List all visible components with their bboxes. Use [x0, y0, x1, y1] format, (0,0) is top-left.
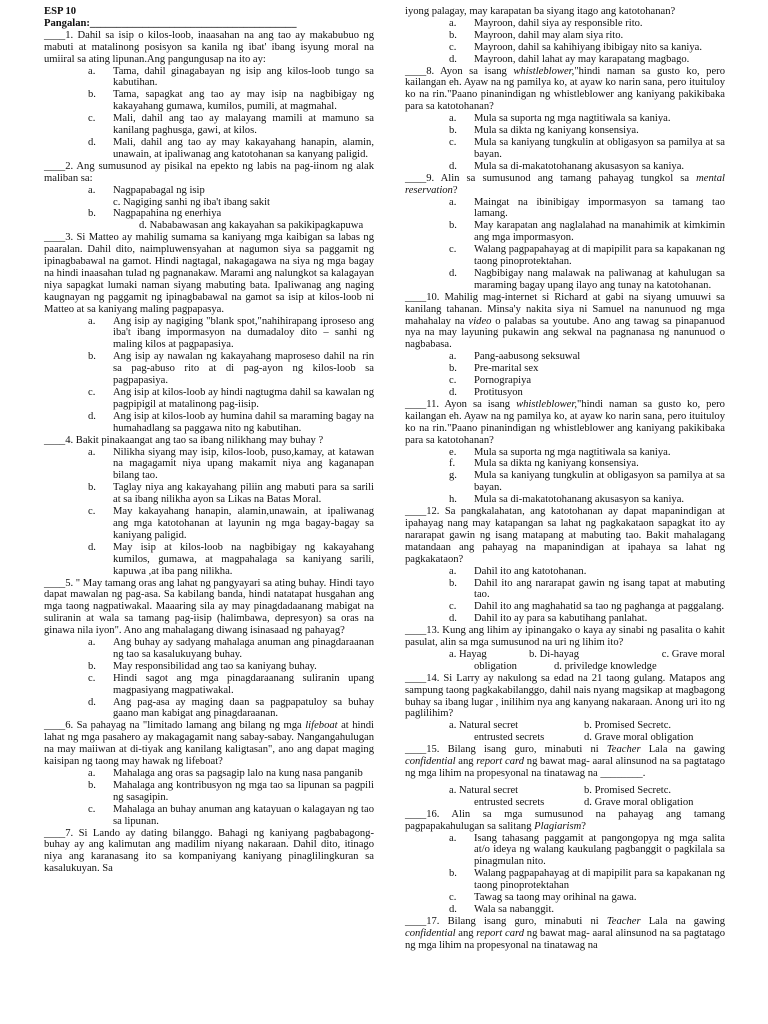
choice: a. Ang isip ay nagiging "blank spot,"nahihirapang iproseso ang iba't ibang impormasyon na dumadaloy dito – sanhi ng maling kilos at pagpapasiya.: [88, 315, 374, 351]
question-17: [405, 916, 725, 952]
question-stem: ____16. Alin sa mga sumusunod na pahayag ang tamang pagpapakahulugan sa salitang Plagiarism?: [405, 808, 725, 832]
question-stem: ____15. Bilang isang guro, minabuti ni Teacher Lala na gawing confidential ang report card ng bawat mag- aaral alinsunod na sa pagtatago ng mga lihim na propesyonal na tinatawag na ________.: [405, 744, 726, 779]
choice: c. Mayroon, dahil sa kahihiyang ibibigay nito sa kaniya.: [449, 41, 703, 53]
choice: a. Isang tahasang paggamit at pangongopya ng mga salita at/o ideya ng walang kaukulang pagbanggit o pagkilala sa pinagmulan nito.: [449, 832, 725, 868]
question-stem: ____1. Dahil sa isip o kilos-loob, inaasahan na ang tao ay makabubuo ng mabuti at matalinong posisyon sa kanila ng ibat' ibang isyung moral na umiiral sa ating lipunan.Ang pangungusap na ito ay:: [44, 29, 374, 65]
question-stem: ____17. Bilang isang guro, minabuti ni Teacher Lala na gawing confidential ang report card ng bawat mag- aaral alinsunod na sa pagtatago ng mga lihim na propesyonal na tinatawag na: [405, 915, 726, 951]
choice: c. Pornograpiya: [449, 375, 532, 387]
choice: h. Mula sa di-makatotohanang akusasyon sa kaniya.: [449, 494, 685, 506]
question-13: [405, 625, 725, 673]
choice: b. Mayroon, dahil may alam siya rito.: [449, 29, 624, 41]
choice: b. Walang pagpapahayag at di mapipilit para sa kapakanan ng taong pinoprotektahan: [449, 868, 725, 892]
choice: c. Mali, dahil ang tao ay malayang mamili at mamuno sa kanilang paghusga, gawi, at kilos.: [88, 113, 374, 137]
choice: b. Tama, sapagkat ang tao ay may isip na nagbibigay ng kakayahang gumawa, kumilos, pumili, at magmahal.: [88, 89, 374, 113]
question-stem: ____10. Mahilig mag-internet si Richard at gabi na siyang umuuwi sa kanilang tahanan. Minsa'y nakita siya ni Samuel na nanunuod ng mga mahahalay na video o palabas sa youtube. Ano ang tawag sa pinapanuod nya na may layuning pukawin ang sekwal na pagnanasa ng nanunuod o nagbabasa.: [405, 291, 725, 351]
choice-row: entrusted secrets d. Grave moral obligation: [474, 732, 694, 744]
question-3: [44, 232, 374, 434]
question-stem: ____11. Ayon sa isang whistleblower,"hindi naman sa gusto ko, pero kailangan eh. Ayaw na ng pamilya ko, at ayaw ko narin sana, pero ituituloy ko na rin."Paano pinanindigan ng whistleblower ang kaniyang pakikibaka para sa katotohanan?: [405, 398, 725, 446]
name-field-label: Pangalan:_______________________________________: [44, 17, 297, 29]
choice: d. Nagbibigay nang malawak na paliwanag at kahulugan sa maraming bagay upang ilayo ang tunay na katotohanan.: [449, 267, 725, 291]
choice: a. Dahil ito ang katotohanan.: [449, 565, 587, 577]
question-7-continued: [405, 6, 725, 66]
choice: b. Taglay niya ang kakayahang piliin ang mabuti para sa sarili at sa ibang nilikha ayon sa Likas na Batas Moral.: [88, 482, 374, 506]
choice: e. Mula sa suporta ng mga nagtitiwala sa kaniya.: [449, 446, 671, 458]
choice-row: a. Hayag b. Di-hayag c. Grave moral: [449, 648, 725, 660]
question-14: [405, 673, 725, 744]
subject-heading: ESP 10: [44, 6, 77, 17]
question-stem: ____14. Si Larry ay nakulong sa edad na 21 taong gulang. Matapos ang sampung taong pagkakabilanggo, dahil nais nyang magsikap at magbagong buhay sa ibang lugar , inilihim nya ang kanyang nakaraan. Anong uri ito ng paglilihim?: [405, 672, 725, 720]
choice: d. Dahil ito ay para sa kabutihang panlahat.: [449, 613, 648, 625]
choice: d. Ang isip at kilos-loob ay humina dahil sa maraming bagay na humahadlang sa paggawa nito ng kabutihan.: [88, 410, 374, 434]
question-12: [405, 506, 725, 625]
question-stem: ____3. Si Matteo ay mahilig sumama sa kaniyang mga kaibigan sa labas ng paaralan. Dahil dito, naimpluwensyahan at nagumon siya sa paggamit ng ipinagbabawal na gamot. Hindi nagtagal, nakagagawa na siya ng mga bagay na hindi inaasahan tulad ng pagnanakaw. Marami ang nalungkot sa kalagayan niya sapagkat lumaki naman siyang mabuting bata. Ipaliwanag ang naging kaugnayan ng paggamit ng ipinagbabawal na gamot sa isip at kilos-loob ni Matteo at sa kaniyang maling pagpapasya.: [44, 232, 374, 315]
choice: b. Pre-marital sex: [449, 363, 539, 375]
choice: a. Mayroon, dahil siya ay responsible rito.: [449, 17, 643, 29]
left-column: [44, 6, 374, 875]
choice-row: a. Natural secret b. Promised Secretc.: [449, 784, 672, 796]
choice: d. May isip at kilos-loob na nagbibigay ng kakayahang kumilos, gumawa, at magpahalaga sa kaniyang sarili, kapuwa ,at iba pang nilikha.: [88, 541, 374, 577]
choice: c. Ang isip at kilos-loob ay hindi nagtugma dahil sa kawalan ng pagpipigil at matalinong pag-iisip.: [88, 387, 374, 410]
choice: d. Mali, dahil ang tao ay may kakayahang hanapin, alamin, unawain, at ipaliwanag ang katotohanan sa kanyang paligid.: [88, 136, 374, 160]
choice: a. Mahalaga ang oras sa pagsagip lalo na kung nasa panganib: [88, 768, 363, 779]
choice: b. Mahalaga ang kontribusyon ng mga tao sa lipunan sa pagpili ng sasagipin.: [88, 779, 374, 803]
choice: d. Ang pag-asa ay maging daan sa pagpapatuloy sa buhay gaano man kabigat ang pinagdaraanan.: [88, 696, 374, 720]
question-stem: ____6. Sa pahayag na "limitado lamang ang bilang ng mga lifeboat at hindi lahat ng mga pasahero ay makagagamit nang sabay-sabay. Nangangahulugan na may maiiwan at di-tiyak ang kanilang kaligtasan", ano ang dapat maging kaisipan ng taong may hawak ng lifeboat?: [44, 720, 374, 768]
choice: b. Nagpapahina ng enerhiya: [88, 208, 222, 220]
choice: b. May responsibilidad ang tao sa kaniyang buhay.: [88, 660, 317, 672]
question-6: [44, 720, 374, 827]
choice: d. Protitusyon: [449, 387, 523, 398]
choice: b. May karapatan ang naglalahad na manahimik at kimkimin ang mga impormasyon.: [449, 220, 725, 244]
choice: a. Maingat na ibinibigay impormasyon sa tamang tao lamang.: [449, 196, 725, 220]
choice: c. Hindi sagot ang mga pinagdaraanang suliranin upang magpasiyang magpatiwakal.: [88, 672, 374, 696]
choice: d. Mula sa di-makatotohanang akusasyon sa kaniya.: [449, 160, 685, 172]
choice: f. Mula sa dikta ng kaniyang konsensiya.: [449, 458, 639, 470]
choice: a. Nagpapabagal ng isip: [88, 184, 205, 196]
choice-row: entrusted secrets d. Grave moral obligation: [474, 796, 694, 808]
choice: a. Mula sa suporta ng mga nagtitiwala sa kaniya.: [449, 113, 671, 125]
choice: b. Dahil ito ang nararapat gawin ng isang tapat at mabuting tao.: [449, 577, 725, 601]
choice: c. Mahalaga an buhay anuman ang katayuan o kalagayan ng tao sa lipunan.: [88, 803, 374, 827]
question-stem: ____8. Ayon sa isang whistleblower,"hindi naman sa gusto ko, pero kailangan eh. Ayaw na ng pamilya ko, at ayaw ko narin sana, pero ituituloy ko na rin."Paano pinanindigan ng whistleblower ang kaniyang pakikibaka para sa katotohanan?: [405, 65, 725, 113]
question-4: [44, 435, 374, 578]
question-stem: ____7. Si Lando ay dating bilanggo. Bahagi ng kaniyang pagbabagong-buhay ay ang kalimutan ang madilim niyang nakaraan. Dahil dito, itinago niya ang karanasang ito sa kompaniyang kaniyang pinaglilingkuran sa kasalukuyan. Sa: [44, 827, 374, 875]
question-stem: ____13. Kung ang lihim ay ipinangako o kaya ay sinabi ng pasalita o kahit pasulat, alin sa mga sumusunod na uri ng lihim ito?: [405, 625, 725, 649]
choice: c. Nagiging sanhi ng iba't ibang sakit: [113, 196, 270, 208]
choice: a. Nilikha siyang may isip, kilos-loob, puso,kamay, at katawan na magagamit niya upang makamit niya ang kaganapan bilang tao.: [88, 446, 374, 482]
question-15: [405, 744, 725, 809]
question-9: [405, 173, 725, 292]
question-stem: ____9. Alin sa sumusunod ang tamang pahayag tungkol sa mental reservation?: [405, 172, 725, 196]
question-8: [405, 66, 725, 173]
question-stem: ____5. " May tamang oras ang lahat ng pangyayari sa ating buhay. Hindi tayo dapat mawalan ng pag-asa. Sa kabilang banda, hindi natatapat husgahan ang mga taong nagpatiwakal. Maaaring sila ay may pinagdadaanang mabigat na suliranin at wala sa tamang pag-iisip (halimbawa, depresyon) sa oras na ginawa nila iyon". Ano ang mahalagang diwang isinasaad ng pahayag?: [44, 577, 374, 637]
choice: d. Wala sa nabanggit.: [449, 903, 555, 915]
choice: c. Tawag sa taong may orihinal na gawa.: [449, 892, 637, 904]
question-stem: ____4. Bakit pinakaangat ang tao sa ibang nilikhang may buhay ?: [44, 434, 324, 446]
choice: d. Mayroon, dahil lahat ay may karapatang magbago.: [449, 53, 690, 65]
choice: b. Ang isip ay nawalan ng kakayahang maproseso dahil na rin sa pag-abuso rito at di pag-ayon ng kilos-loob sa pagpapasiya.: [88, 351, 374, 387]
question-10: [405, 292, 725, 399]
question-2: [44, 161, 374, 232]
question-7: [44, 828, 374, 876]
right-column: [405, 6, 725, 952]
question-stem: iyong palagay, may karapatan ba siyang itago ang katotohanan?: [405, 6, 676, 17]
choice: g. Mula sa kaniyang tungkulin at obligasyon sa pamilya at sa bayan.: [449, 470, 725, 494]
question-stem: ____12. Sa pangkalahatan, ang katotohanan ay dapat mapanindigan at ipahayag nang may katapangan sa lahat ng pagkakataon sapagkat ito ay nararapat gawin ng isang matapang at mabuting tao. Bakit mahalagang matandaan ang pahayag na mapanindigan at ipahaya sa lahat ng pagkakataon?: [405, 506, 725, 565]
question-11: [405, 399, 725, 506]
question-stem: ____2. Ang sumusunod ay pisikal na epekto ng labis na pag-iinom ng alak maliban sa:: [44, 160, 374, 184]
question-16: [405, 809, 725, 916]
choice: a. Pang-aabusong seksuwal: [449, 351, 581, 363]
choice-row: obligation d. priviledge knowledge: [474, 660, 657, 672]
choice: b. Mula sa dikta ng kaniyang konsensiya.: [449, 125, 639, 137]
choice: a. Ang buhay ay sadyang mahalaga anuman ang pinagdaraanan ng tao sa kasalukuyang buhay.: [88, 637, 374, 660]
choice: d. Nababawasan ang kakayahan sa pakikipagkapuwa: [139, 220, 364, 232]
question-1: [44, 30, 374, 161]
question-5: [44, 578, 374, 721]
choice: c. Walang pagpapahayag at di mapipilit para sa kapakanan ng taong pinoprotektahan.: [449, 244, 725, 268]
choice-row: a. Natural secret b. Promised Secretc.: [449, 720, 672, 732]
choice: c. May kakayahang hanapin, alamin,unawain, at ipaliwanag ang mga katotohanan at layunin ng mga bagay-bagay sa kaniyang paligid.: [88, 506, 374, 541]
choice: a. Tama, dahil ginagabayan ng isip ang kilos-loob tungo sa kabutihan.: [88, 65, 374, 89]
choice: c. Mula sa kaniyang tungkulin at obligasyon sa pamilya at sa bayan.: [449, 136, 725, 160]
choice: c. Dahil ito ang maghahatid sa tao ng paghanga at paggalang.: [449, 601, 725, 613]
